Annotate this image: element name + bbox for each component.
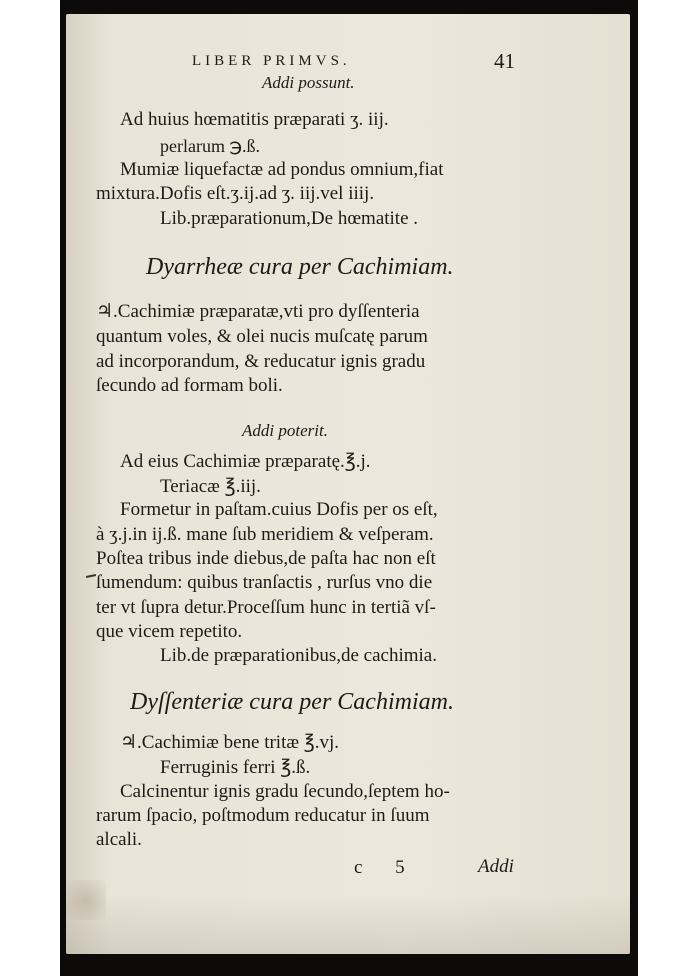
- section4-line: Calcinentur ignis gradu ſecundo,ſeptem ho-: [120, 781, 450, 802]
- section3-line: ter vt ſupra detur.Proceſſum hunc in tertiã vſ-: [96, 597, 436, 618]
- section1-line: Ad huius hœmatitis præparati ʒ. iij.: [120, 109, 389, 130]
- section3-line: Formetur in paſtam.cuius Dofis per os eſt,: [120, 499, 438, 520]
- section-title-dysenteria: Dyſſenteriæ cura per Cachimiam.: [130, 689, 454, 715]
- section3-line: Lib.de præparationibus,de cachimia.: [160, 645, 437, 666]
- section3-line: Ad eius Cachimiæ præparatę.℥.j.: [120, 451, 371, 472]
- section3-line: ſumendum: quibus tranſactis , rurſus vno die: [96, 572, 433, 593]
- addi-poterit-heading: Addi poterit.: [242, 421, 328, 440]
- section2-line: ad incorporandum, & reducatur ignis gradu: [96, 351, 426, 372]
- section3-line: Poſtea tribus inde diebus,de paſta hac non eſt: [96, 548, 436, 569]
- section1-line: mixtura.Dofis eſt.ʒ.ij.ad ʒ. iij.vel iiij.: [96, 183, 375, 204]
- section1-line: Mumiæ liquefactæ ad pondus omnium,fiat: [120, 159, 444, 180]
- section2-line: quantum voles, & olei nucis muſcatę parum: [96, 326, 428, 347]
- addi-possunt-heading: Addi possunt.: [262, 73, 355, 92]
- section1-line: Lib.præparationum,De hœmatite .: [160, 208, 419, 229]
- section2-line: ♃.Cachimiæ præparatæ,vti pro dyſſenteria: [96, 301, 420, 322]
- page-stain: [66, 880, 106, 920]
- catchword: Addi: [478, 856, 514, 877]
- signature-mark: c 5: [354, 857, 419, 878]
- section4-line: alcali.: [96, 829, 142, 850]
- section-title-dyarrhea: Dyarrheæ cura per Cachimiam.: [146, 254, 454, 280]
- section2-line: ſecundo ad formam boli.: [96, 375, 283, 396]
- section3-line: que vicem repetito.: [96, 621, 243, 642]
- section4-line: rarum ſpacio, poſtmodum reducatur in ſuum: [96, 805, 430, 826]
- section1-line: perlarum ℈.ß.: [160, 136, 261, 156]
- section3-line: Teriacæ ℥.iij.: [160, 476, 261, 497]
- page-number: 41: [494, 49, 515, 73]
- running-title: LIBER PRIMVS.: [192, 53, 351, 69]
- section4-line: ♃.Cachimiæ bene tritæ ℥.vj.: [120, 732, 340, 753]
- section4-line: Ferruginis ferri ℥.ß.: [160, 757, 311, 778]
- section3-line: à ʒ.j.in ij.ß. mane ſub meridiem & veſperam.: [96, 524, 434, 545]
